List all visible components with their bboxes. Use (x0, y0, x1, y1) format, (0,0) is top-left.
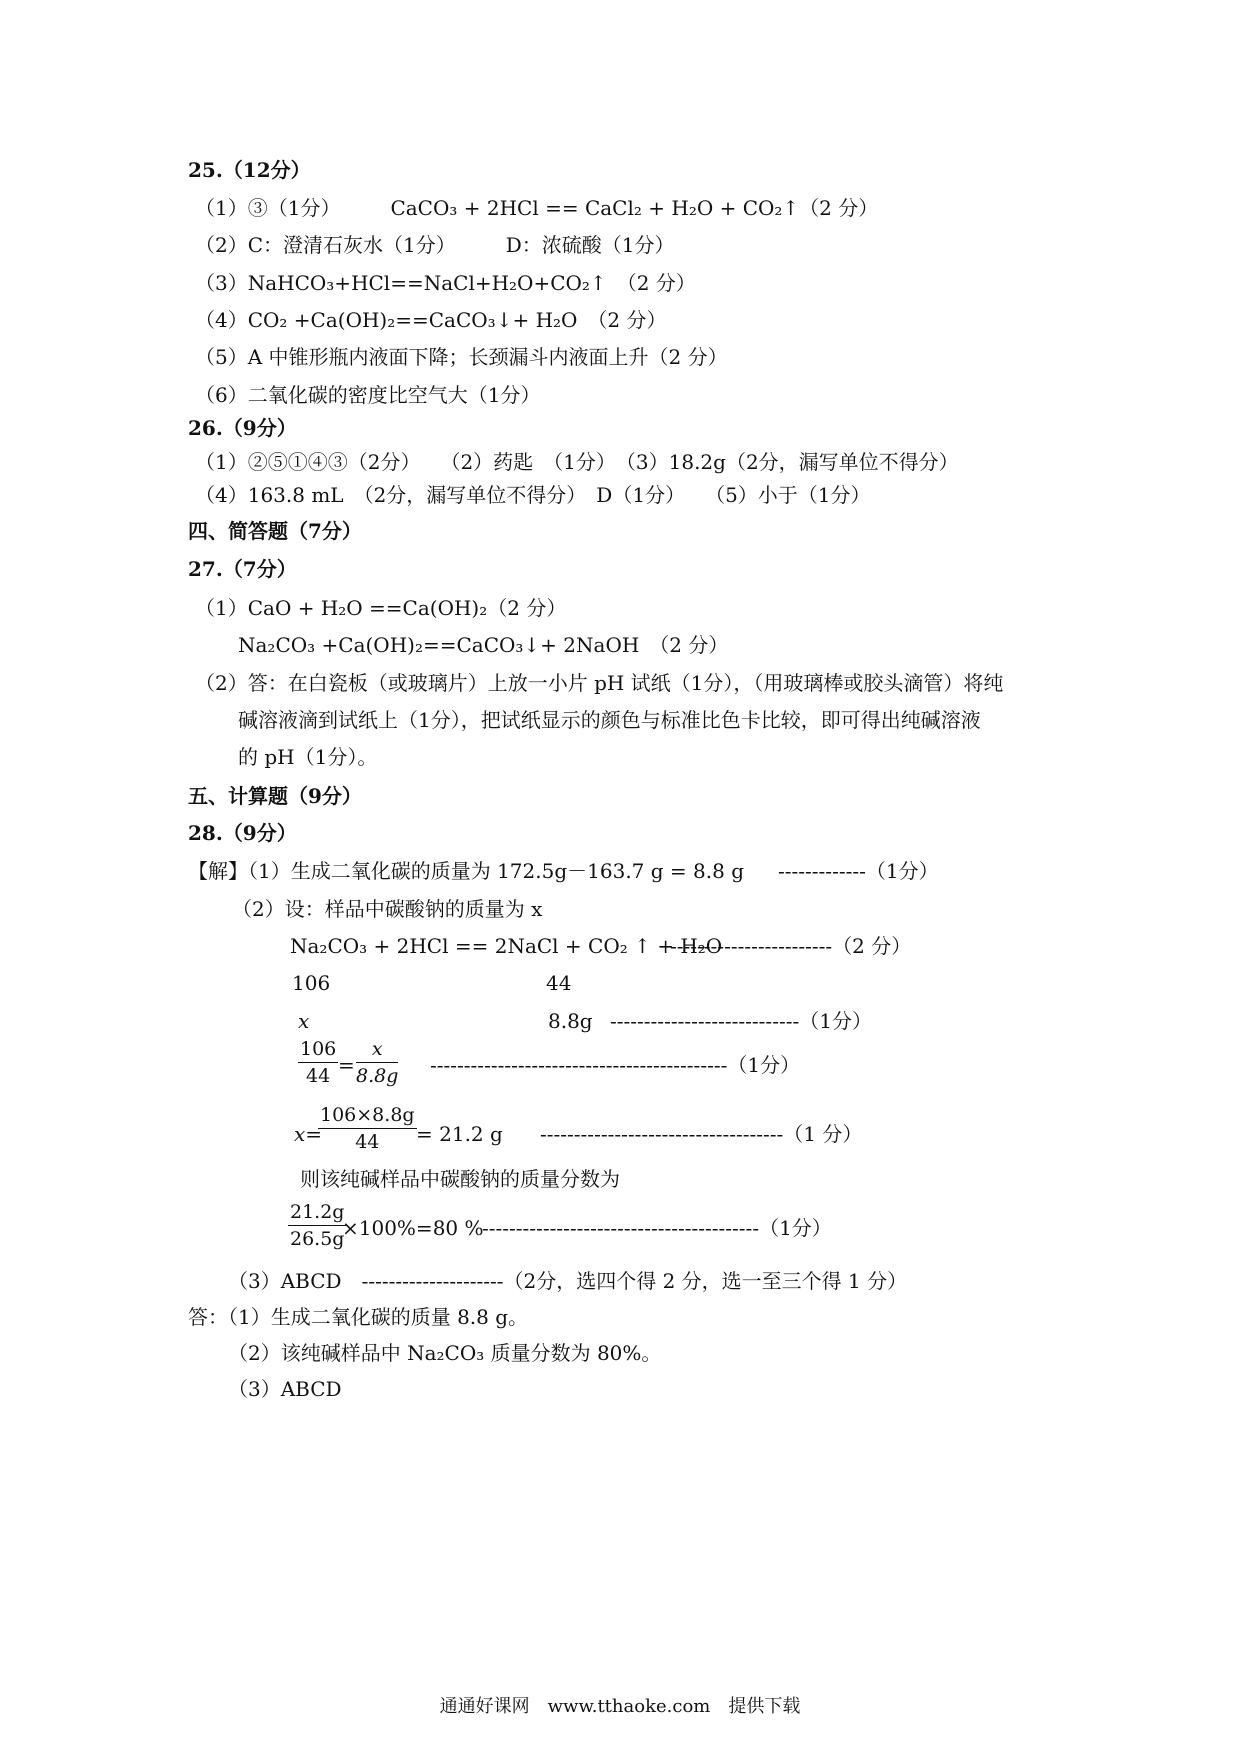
q27-title: 27.（7分） (188, 557, 297, 581)
q28-x-fraction (318, 1104, 417, 1153)
q28-part-3: （3）ABCD ---------------------（2分，选四个得 2 分，选一至三个得 1 分） (228, 1269, 908, 1293)
q27-line-5: 的 pH（1分）。 (238, 745, 378, 769)
q28-solution-line: 【解】（1）生成二氧化碳的质量为 172.5g－163.7 g = 8.8 g (188, 859, 744, 883)
q26-line-2: （4）163.8 mL （2分，漏写单位不得分） D（1分） （5）小于（1分） (195, 483, 871, 507)
q25-line-4: （4）CO₂ +Ca(OH)₂==CaCO₃↓+ H₂O （2 分） (195, 308, 667, 332)
q26-line-1: （1）②⑤①④③（2分） （2）药匙 （1分） （3）18.2g（2分，漏写单位不得分） (195, 450, 959, 474)
answer-line-1: 答：（1）生成二氧化碳的质量 8.8 g。 (188, 1305, 529, 1329)
q28-x-result: = 21.2 g (416, 1122, 503, 1146)
q28-mass-fraction-text: 则该纯碱样品中碳酸钠的质量分数为 (300, 1167, 620, 1191)
q28-ratio-num-left: 106 (298, 1038, 338, 1063)
q28-var-score: ----------------------------（1分） (610, 1009, 872, 1033)
section-5-heading: 五、计算题（9分） (188, 784, 362, 808)
q28-unknown-x: x (298, 1009, 310, 1033)
q28-x-numerator: 106×8.8g (318, 1104, 417, 1129)
q28-ratio-score: --------------------------------------------（1分） (430, 1053, 801, 1077)
q27-line-1: （1）CaO + H₂O ==Ca(OH)₂（2 分） (195, 596, 567, 620)
q28-pct-numerator: 21.2g (288, 1201, 346, 1226)
q25-title: 25.（12分） (188, 158, 311, 182)
q28-x-prefix: x= (294, 1122, 323, 1146)
answer-line-2: （2）该纯碱样品中 Na₂CO₃ 质量分数为 80%。 (228, 1341, 662, 1365)
q28-solution-score: -------------（1分） (778, 859, 939, 883)
section-4-heading: 四、简答题（7分） (188, 519, 362, 543)
q28-pct-score: -----------------------------------------（1分） (482, 1216, 832, 1240)
q28-molar-mass-na2co3: 106 (292, 971, 331, 995)
q28-pct-denominator: 26.5g (290, 1228, 345, 1250)
q28-title: 28.（9分） (188, 821, 297, 845)
q28-co2-mass: 8.8g (548, 1009, 593, 1033)
q28-ratio-den-right: 8.8g (356, 1065, 399, 1087)
q25-line-5: （5）A 中锥形瓶内液面下降；长颈漏斗内液面上升（2 分） (195, 345, 728, 369)
q27-line-3: （2）答：在白瓷板（或玻璃片）上放一小片 pH 试纸（1分），（用玻璃棒或胶头滴管）将纯 (195, 671, 1004, 695)
q28-x-score: ------------------------------------（1 分） (540, 1122, 863, 1146)
q28-ratio-equals: = (338, 1053, 355, 1077)
q28-ratio-num-right: x (356, 1038, 398, 1063)
q28-x-denominator: 44 (355, 1131, 380, 1153)
q28-ratio-fraction-left (298, 1038, 338, 1087)
q25-line-2: （2）C：澄清石灰水（1分） D：浓硫酸（1分） (195, 233, 675, 257)
q28-ratio-den-left: 44 (306, 1065, 331, 1087)
q28-pct-result: ×100%=80 % (342, 1216, 484, 1240)
q28-set-variable: （2）设：样品中碳酸钠的质量为 x (232, 897, 543, 921)
q27-line-2: Na₂CO₃ +Ca(OH)₂==CaCO₃↓+ 2NaOH （2 分） (238, 633, 729, 657)
q28-ratio-fraction-right (356, 1038, 398, 1087)
q25-line-6: （6）二氧化碳的密度比空气大（1分） (195, 383, 541, 407)
q25-line-1: （1）③（1分） CaCO₃ + 2HCl == CaCl₂ + H₂O + CO₂↑（2 分） (195, 196, 879, 220)
q28-equation: Na₂CO₃ + 2HCl == 2NaCl + CO₂ ↑ + H₂O (290, 934, 723, 958)
answer-line-3: （3）ABCD (228, 1377, 342, 1401)
page-footer: 通通好课网 www.tthaoke.com 提供下载 (439, 1696, 801, 1717)
q26-title: 26.（9分） (188, 416, 297, 440)
q25-line-3: （3）NaHCO₃+HCl==NaCl+H₂O+CO₂↑ （2 分） (195, 271, 696, 295)
q28-molar-mass-co2: 44 (546, 971, 572, 995)
q27-line-4: 碱溶液滴到试纸上（1分），把试纸显示的颜色与标准比色卡比较，即可得出纯碱溶液 (238, 708, 981, 732)
q28-pct-fraction (288, 1201, 346, 1250)
q28-equation-score: ------------------------（2 分） (670, 934, 912, 958)
